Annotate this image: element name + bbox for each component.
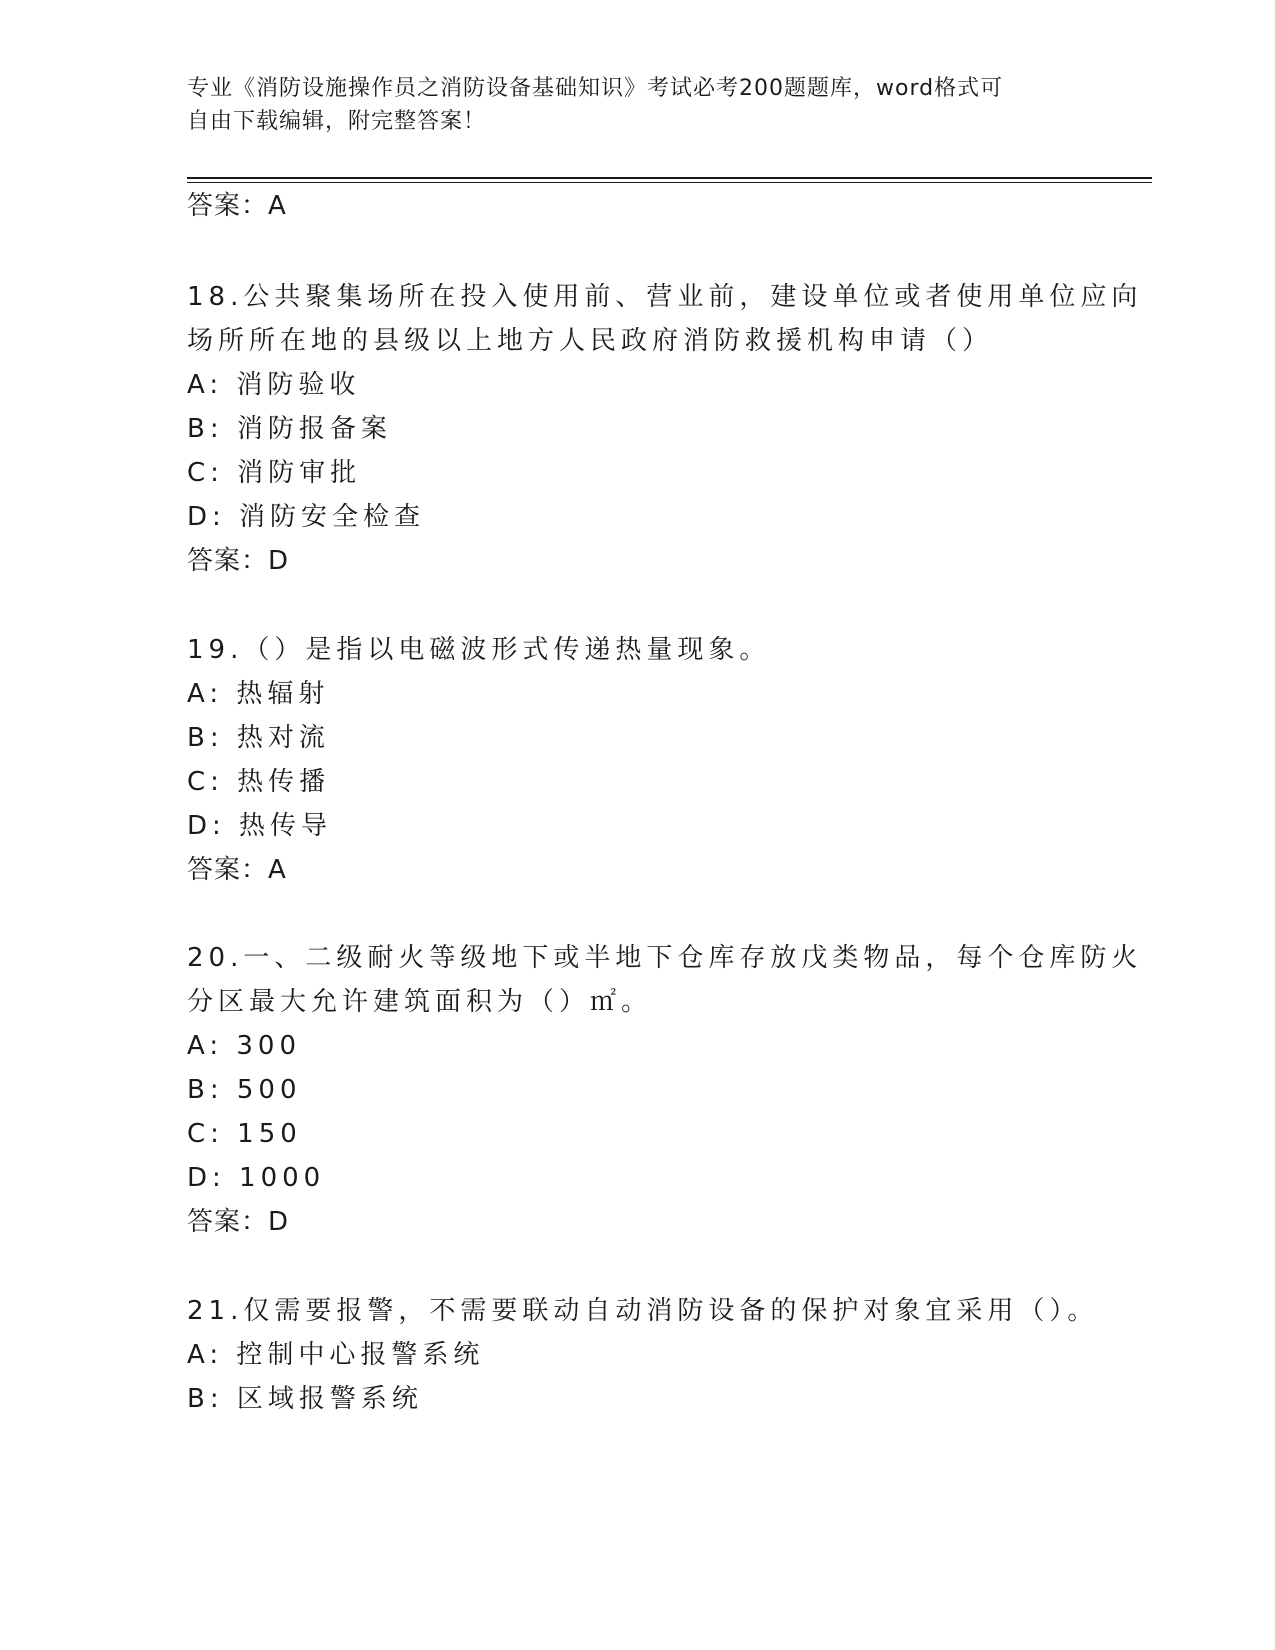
question-20-option-a: A: 300	[187, 1031, 301, 1061]
question-18-answer: 答案：D	[187, 546, 290, 576]
header-line-2: 自由下载编辑，附完整答案！	[187, 109, 487, 134]
header-divider	[187, 177, 1152, 179]
question-20-option-c: C: 150	[187, 1119, 302, 1149]
question-20-stem-line-2: 分区最大允许建筑面积为（）㎡。	[187, 987, 653, 1017]
question-18-option-c: C: 消防审批	[187, 458, 362, 488]
header-divider-thin	[187, 182, 1152, 183]
question-18-stem-line-1: 18.公共聚集场所在投入使用前、营业前，建设单位或者使用单位应向	[187, 282, 1143, 312]
question-18-option-a: A: 消防验收	[187, 370, 361, 400]
question-20-answer: 答案：D	[187, 1207, 290, 1237]
question-20-option-b: B: 500	[187, 1075, 302, 1105]
question-19-option-d: D: 热传导	[187, 811, 333, 841]
question-20-option-d: D: 1000	[187, 1163, 326, 1193]
header-line-1: 专业《消防设施操作员之消防设备基础知识》考试必考200题题库，word格式可	[187, 76, 1004, 101]
question-21-option-a: A: 控制中心报警系统	[187, 1340, 485, 1370]
question-18-option-b: B: 消防报备案	[187, 414, 392, 444]
question-21-stem-line-1: 21.仅需要报警，不需要联动自动消防设备的保护对象宜采用（）。	[187, 1296, 1099, 1326]
question-19-answer: 答案：A	[187, 855, 287, 885]
question-18-option-d: D: 消防安全检查	[187, 502, 426, 532]
question-19-option-a: A: 热辐射	[187, 679, 330, 709]
question-20-stem-line-1: 20.一、二级耐火等级地下或半地下仓库存放戊类物品，每个仓库防火	[187, 943, 1143, 973]
question-18-stem-line-2: 场所所在地的县级以上地方人民政府消防救援机构申请（）	[187, 326, 994, 356]
document-header	[187, 72, 1067, 138]
question-19-option-b: B: 热对流	[187, 723, 330, 753]
previous-answer: 答案：A	[187, 191, 287, 221]
question-19-stem-line-1: 19.（）是指以电磁波形式传递热量现象。	[187, 635, 771, 665]
question-21-option-b: B: 区域报警系统	[187, 1384, 423, 1414]
question-19-option-c: C: 热传播	[187, 767, 331, 797]
